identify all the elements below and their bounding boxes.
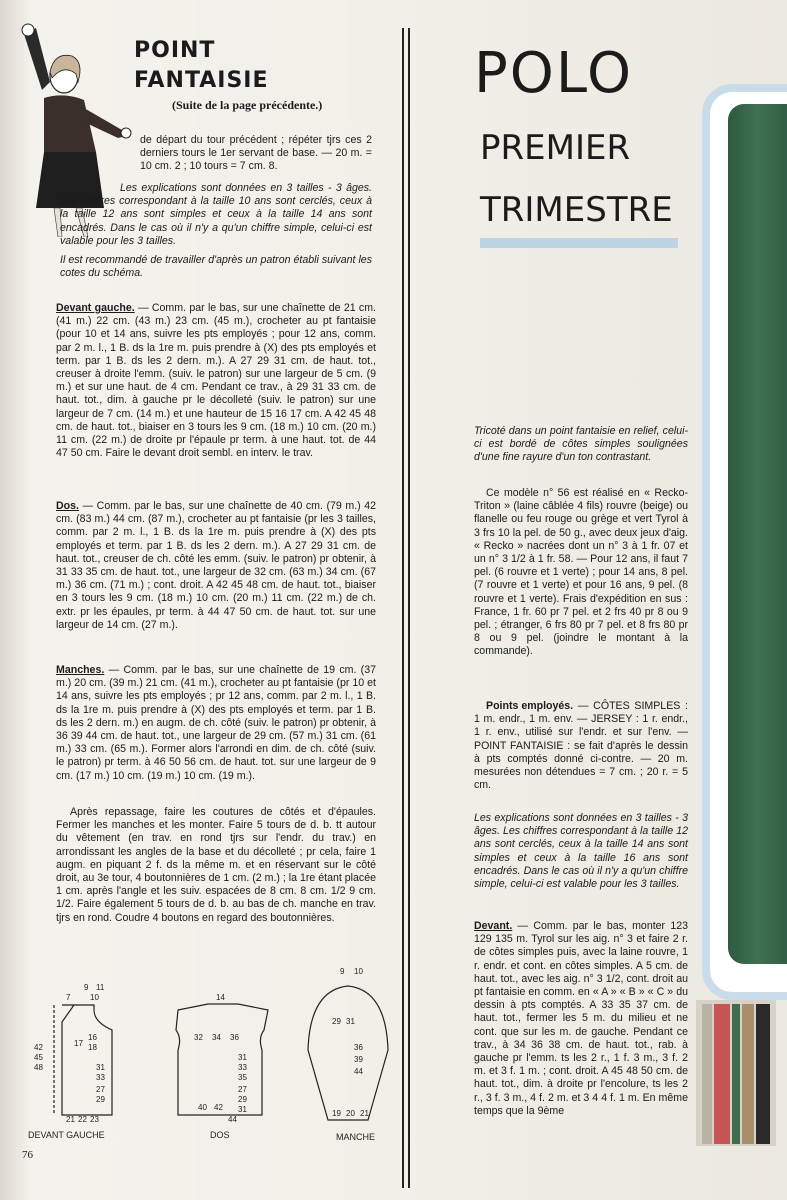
dos-num: 32 bbox=[194, 1033, 203, 1042]
devant-num: 18 bbox=[88, 1043, 97, 1052]
dos-schema bbox=[176, 1004, 268, 1115]
manche-num: 39 bbox=[354, 1055, 363, 1064]
points-heading: Points employés. bbox=[486, 700, 574, 712]
premier-title: PREMIER bbox=[480, 128, 631, 168]
dos-num: 36 bbox=[230, 1033, 239, 1042]
devant-num: 45 bbox=[34, 1053, 43, 1062]
manche-num: 36 bbox=[354, 1043, 363, 1052]
dos-num: 33 bbox=[238, 1063, 247, 1072]
point-fantaisie-title bbox=[134, 36, 334, 96]
column-divider bbox=[408, 28, 410, 1188]
dos-num: 27 bbox=[238, 1085, 247, 1094]
devant-num: 48 bbox=[34, 1063, 43, 1072]
yarn-swatch bbox=[696, 1000, 776, 1146]
points-text: — CÔTES SIMPLES : 1 m. endr., 1 m. env. — JERSEY : 1 r. endr., 1 r. env., utilisé sur l'endr. et sur l'env. — POINT FANTAISIE : se fait d'après le dessin à pts comptés donné ci-contre. — 20 m. mesurées non détendues = 7 cm. ; 20 r. = 5 cm. bbox=[474, 700, 688, 792]
sizes-note bbox=[60, 182, 372, 286]
devant-gauche-label: DEVANT GAUCHE bbox=[28, 1130, 105, 1140]
devant-num: 10 bbox=[90, 993, 99, 1002]
devant-num: 22 bbox=[78, 1115, 87, 1124]
title-line-1: POINT bbox=[134, 38, 216, 63]
devant-section bbox=[474, 920, 688, 1124]
manches-section bbox=[56, 664, 376, 789]
accent-band bbox=[480, 238, 678, 248]
manche-num: 20 bbox=[346, 1109, 355, 1118]
dos-num: 31 bbox=[238, 1105, 247, 1114]
manche-num: 9 bbox=[340, 967, 345, 976]
devant-num: 7 bbox=[66, 993, 71, 1002]
dos-num: 42 bbox=[214, 1103, 223, 1112]
manches-text: — Comm. par le bas, sur une chaînette de 19 cm. (37 m.) 20 cm. (39 m.) 21 cm. (41 m.), crocheter au pt fantaisie (pr 10 et 14 ans, suivre les pts employés ; pr 12 ans, comm. par 2 m. l., 1 B. ds la 1re m. puis prendre à (X) des pts employés et term. par 1 B. ds les 2 dern. m.) en augm. de ch. côté (suiv. le patron) pr obtenir, à 36 39 44 cm. de haut. tot., une largeur de 29 cm. (57 m.) 31 cm. (61 m.) 33 cm. (65 m.). Former alors l'arrondi en dim. de ch. côté (suiv. le patron) pr term. à 46 50 56 cm. de haut. tot. sur une largeur de 9 cm. (17 m.) 10 cm. (19 m.) 10 cm. (19 m.). bbox=[56, 664, 376, 782]
devant-gauche-section bbox=[56, 302, 376, 466]
dos-num: 31 bbox=[238, 1053, 247, 1062]
pattern-schematic bbox=[28, 960, 408, 1146]
sizes-note-right bbox=[474, 812, 688, 897]
title-line-2: FANTAISIE bbox=[134, 68, 269, 93]
devant-num: 27 bbox=[96, 1085, 105, 1094]
finishing-text: Après repassage, faire les coutures de côtés et d'épaules. Fermer les manches et les monter. Faire 5 tours de d. b. tt autour du vêtement (en trav. en rond tjrs sur l'endr. du trav.) en arrondissant les angles de la base et du décolleté ; pr cela, faire 1 augm. en piquant 2 f. ds la même m. et en réservant sur le côté droit, au 3e tour, 4 boutonnières de 1 cm. (2 m.) ; la 1re étant placée 1 cm. après l'angle et les suiv. espacées de 8 cm. 8 cm. 1/2 9 cm. 1/2. Faire également 5 tours de d. b. au bas de ch. manche en trav. tjrs en rond. Coudre 4 boutons en regard des boutonnières. bbox=[56, 806, 376, 924]
dos-heading: Dos. bbox=[56, 500, 79, 512]
devant-num: 29 bbox=[96, 1095, 105, 1104]
dos-section bbox=[56, 500, 376, 638]
devant-num: 33 bbox=[96, 1073, 105, 1082]
devant-num: 17 bbox=[74, 1039, 83, 1048]
devant-text: — Comm. par le bas, monter 123 129 135 m. Tyrol sur les aig. n° 3 et faire 2 r. de côtes simples puis, avec la laine rouvre, 1 r. endr. et cont. en côtes simples. A 5 cm. de haut. tot., avec les aig. n° 3 1/2, cont. droit au pt fantaisie en comm. en « A » « B » « C » du dessin à pts comptés. A 33 35 37 cm. de haut. tot., fermer les 5 m. du milieu et ne cont. que sur les m. de gauche. Pendant ce trav., à 34 36 38 cm. de haut. tot., rab. à gauche pr l'emm. ts les 2 r., 1 f. 3 m., 3 f. 2 m. et 3 f. 1 m. ; cont. droit. A 45 48 50 cm. de haut. tot., dim. à droite pr l'encolure, ts les 2 r., 3 f. 3 m., 4 f. 2 m. et 3 4 4 f. 1 m. En même temps que la 9ème bbox=[474, 920, 688, 1117]
manche-schema bbox=[308, 986, 388, 1120]
dos-text: — Comm. par le bas, sur une chaînette de 40 cm. (79 m.) 42 cm. (83 m.) 44 cm. (87 m.), crocheter au pt fantaisie (pr les 3 tailles, comm. par 2 m. l., 1 B. ds la 1re m. puis prendre à (X) des pts employés et term. par 1 B. ds les 2 dern. m.). A 27 29 31 cm. de haut. tot., creuser de ch. côté les emm. (suiv. le patron) pr obtenir, à 31 33 35 cm. de haut. tot., une largeur de 32 cm. (63 m.) 34 cm. (67 m.) 36 cm. (71 m.) ; cont. droit. A 42 45 48 cm. de haut. tot., biaiser en 3 tours les 9 cm. (18 m.) 10 cm. (20 m.) 11 cm. (22 m.) de ch. extr. pr les épaules, pr term. à 44 47 50 cm. de haut. tot. sur une largeur de 14 cm. (27 m.). bbox=[56, 500, 376, 631]
devant-num: 21 bbox=[66, 1115, 75, 1124]
dos-label: DOS bbox=[210, 1130, 230, 1140]
model-section bbox=[474, 487, 688, 665]
devant-num: 11 bbox=[96, 983, 105, 992]
manche-label: MANCHE bbox=[336, 1132, 376, 1142]
manche-num: 29 bbox=[332, 1017, 341, 1026]
manche-numbers bbox=[332, 967, 375, 1142]
dos-num: 35 bbox=[238, 1073, 247, 1082]
dos-num: 40 bbox=[198, 1103, 207, 1112]
dos-num: 14 bbox=[216, 993, 225, 1002]
caption bbox=[474, 425, 688, 471]
intro-text: de départ du tour précédent ; répéter tjrs ces 2 derniers tours le 1er servant de base. — 20 m. = 10 cm. 2 ; 10 tours = 7 cm. 8. bbox=[140, 134, 372, 173]
devant-num: 9 bbox=[84, 983, 89, 992]
manches-heading: Manches. bbox=[56, 664, 105, 676]
devant-heading: Devant. bbox=[474, 920, 513, 932]
model-text: Ce modèle n° 56 est réalisé en « Recko-Triton » (laine câblée 4 fils) rouvre (beige) ou flanelle ou feu rouge ou grège et vert Tyrol à 3 frs 10 la pel. de 50 g., avec deux jeux d'aig. « Recko » nacrées dont un n° 3 à 1 fr. 07 et un n° 3 1/2 à 1 fr. 58. — Pour 12 ans, il faut 7 pel. (6 rouvre et 1 verte) ; pour 14 ans, 8 pel. (7 rouvre et 1 verte) et pour 16 ans, 9 pel. (8 rouvre et 1 verte). Frais d'expédition en sus : France, 1 fr. 60 pr 7 pel. et 2 frs 40 pr 8 ou 9 pel. ; étranger, 6 frs 80 pr 7 pel. et 8 frs 80 pr 8 ou 9 pel. (joindre le montant à la commande). bbox=[474, 487, 688, 658]
dos-num: 29 bbox=[238, 1095, 247, 1104]
page-number: 76 bbox=[22, 1149, 33, 1161]
points-section bbox=[474, 700, 688, 798]
devant-num: 23 bbox=[90, 1115, 99, 1124]
manche-num: 19 bbox=[332, 1109, 341, 1118]
polo-photo bbox=[728, 104, 787, 964]
column-divider bbox=[402, 28, 404, 1188]
subtitle: (Suite de la page précédente.) bbox=[172, 98, 323, 112]
devant-num: 42 bbox=[34, 1043, 43, 1052]
manche-num: 21 bbox=[360, 1109, 369, 1118]
dos-num: 44 bbox=[228, 1115, 237, 1124]
trimestre-title: TRIMESTRE bbox=[480, 190, 673, 230]
sizes-note-text: Les explications sont données en 3 tailles - 3 âges. Les chiffres correspondant à la taille 10 ans sont cerclés, ceux à la taille 12 ans sont simples et ceux à la taille 14 ans sont encadrés. Dans le cas où il n'y a qu'un chiffre simple, celui-ci est valable pour les 3 tailles. bbox=[60, 182, 372, 247]
dos-numbers bbox=[194, 993, 247, 1140]
patron-note: Il est recommandé de travailler d'après un patron établi suivant les cotes du schéma. bbox=[60, 254, 372, 280]
polo-title: POLO bbox=[474, 41, 634, 106]
manche-num: 31 bbox=[346, 1017, 355, 1026]
manche-num: 44 bbox=[354, 1067, 363, 1076]
devant-num: 31 bbox=[96, 1063, 105, 1072]
intro-paragraph bbox=[140, 134, 372, 180]
dos-num: 34 bbox=[212, 1033, 221, 1042]
finishing-section bbox=[56, 806, 376, 931]
devant-gauche-heading: Devant gauche. bbox=[56, 302, 135, 314]
sizes-note-right-text: Les explications sont données en 3 tailles - 3 âges. Les chiffres correspondant à la taille 12 ans sont cerclés, ceux à la taille 14 ans sont simples et ceux à la taille 16 ans sont encadrés. Dans le cas où il n'y a qu'un chiffre simple, celui-ci est valable pour les 3 tailles. bbox=[474, 812, 688, 891]
manche-num: 10 bbox=[354, 967, 363, 976]
devant-gauche-text: — Comm. par le bas, sur une chaînette de 21 cm. (41 m.) 22 cm. (43 m.) 23 cm. (45 m.), crocheter au pt fantaisie (pour 10 et 14 ans, suivre les pts employés ; pour 12 ans, comm. par 2 m. l., 1 B. ds la 1re m. puis prendre à (X) des pts employés et term. par 1 B. ds les 2 dern. m.). A 27 29 31 cm. de haut. tot., creuser à droite l'emm. (suiv. le patron) sur une largeur de 5 cm. (9 m.) et sur une haut. de 4 cm. Pendant ce trav., à 29 31 33 cm. de haut. tot., dim. à gauche pr le décolleté (suiv. le patron) sur une largeur de 7 cm. (14 m.) et une hauteur de 15 16 17 cm. A 42 45 48 cm. de haut. tot., biaiser en 3 tours les 9 cm. (18 m.) 10 cm. (20 m.) 11 cm. (22 m.) de droite pr l'épaule pr term. à une haut. tot. de 44 47 50 cm. Faire le devant droit sembl. en interv. le trav. bbox=[56, 302, 376, 460]
caption-text: Tricoté dans un point fantaisie en relief, celui-ci est bordé de côtes simples soulignées d'une fine rayure d'un ton contrastant. bbox=[474, 425, 688, 464]
devant-num: 16 bbox=[88, 1033, 97, 1042]
